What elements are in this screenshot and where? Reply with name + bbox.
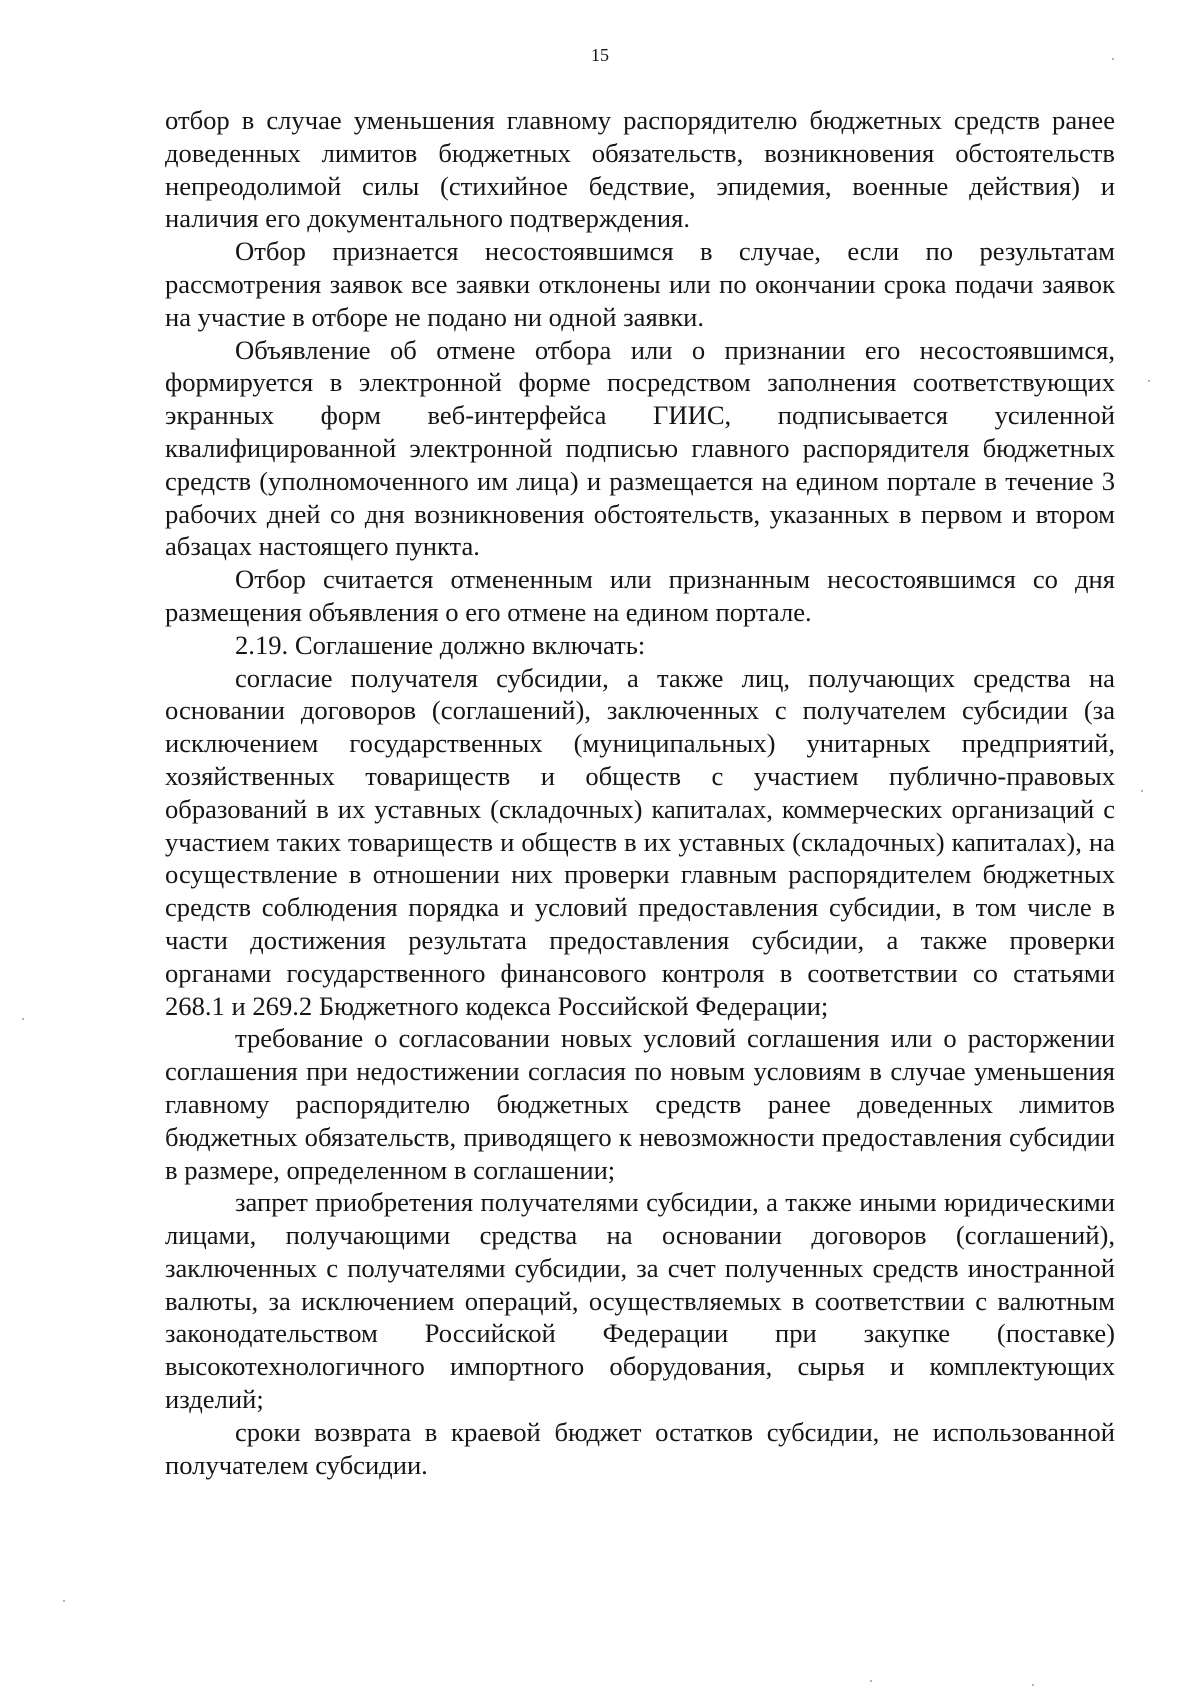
scan-speck xyxy=(870,1680,872,1682)
paragraph-selection-failed: Отбор признается несостоявшимся в случае, если по результатам рассмотрения заявок все заявки отклонены или по окончании срока подачи заявок на участие в отборе не подано ни одной заявки. xyxy=(165,236,1115,332)
paragraph-cancellation-effective: Отбор считается отмененным или признанным несостоявшимся со дня размещения объявления о его отмене на едином портале. xyxy=(165,564,1115,627)
scan-speck xyxy=(1141,790,1143,792)
scan-speck xyxy=(22,1018,24,1020)
paragraph-cancellation-notice: Объявление об отмене отбора или о признании его несостоявшимся, формируется в электронной форме посредством заполнения соответствующих экранных форм веб-интерфейса ГИИС, подписывается усиленной квалифицированной электронной подписью главного распорядителя бюджетных средств (уполномоченного им лица) и размещается на едином портале в течение 3 рабочих дней со дня возникновения обстоятельств, указанных в первом и втором абзацах настоящего пункта. xyxy=(165,334,1115,562)
paragraph-consent-item: согласие получателя субсидии, а также лиц, получающих средства на основании договоров (соглашений), заключенных с получателем субсидии (за исключением государственных (муниципальных) унитарных предприятий, хозяйственных товариществ и обществ с участием публично-правовых образований в их уставных (складочных) капиталах, коммерческих организаций с участием таких товариществ и обществ в их уставных (складочных) капиталах), на осуществление в отношении них проверки главным распорядителем бюджетных средств соблюдения порядка и условий предоставления субсидии, в том числе в части достижения результата предоставления субсидии, а также проверки органами государственного финансового контроля в соответствии со статьями 268.1 и 269.2 Бюджетного кодекса Российской Федерации; xyxy=(165,662,1115,1021)
scan-speck xyxy=(1112,58,1114,60)
paragraph-section-2-19: 2.19. Соглашение должно включать: xyxy=(235,629,646,660)
page-number: 15 xyxy=(591,45,609,65)
paragraph-continuation: отбор в случае уменьшения главному распорядителю бюджетных средств ранее доведенных лимитов бюджетных обязательств, возникновения обстоятельств непреодолимой силы (стихийное бедствие, эпидемия, военные действия) и наличия его документального подтверждения. xyxy=(165,105,1115,234)
paragraph-renegotiation-item: требование о согласовании новых условий соглашения или о расторжении соглашения при недостижении согласия по новым условиям в случае уменьшения главному распорядителю бюджетных средств ранее доведенных лимитов бюджетных обязательств, приводящего к невозможности предоставления субсидии в размере, определенном в соглашении; xyxy=(165,1023,1115,1185)
scan-speck xyxy=(1032,1684,1034,1686)
paragraph-refund-deadline-item: сроки возврата в краевой бюджет остатков субсидии, не использованной получателем субсидии. xyxy=(165,1416,1115,1480)
body-text xyxy=(165,104,1115,1481)
scan-speck xyxy=(63,1600,65,1602)
scan-speck xyxy=(1148,380,1150,382)
paragraph-currency-ban-item: запрет приобретения получателями субсидии, а также иными юридическими лицами, получающими средства на основании договоров (соглашений), заключенных с получателями субсидии, за счет полученных средств иностранной валюты, за исключением операций, осуществляемых в соответствии с валютным законодательством Российской Федерации при закупке (поставке) высокотехнологичного импортного оборудования, сырья и комплектующих изделий; xyxy=(165,1187,1115,1415)
